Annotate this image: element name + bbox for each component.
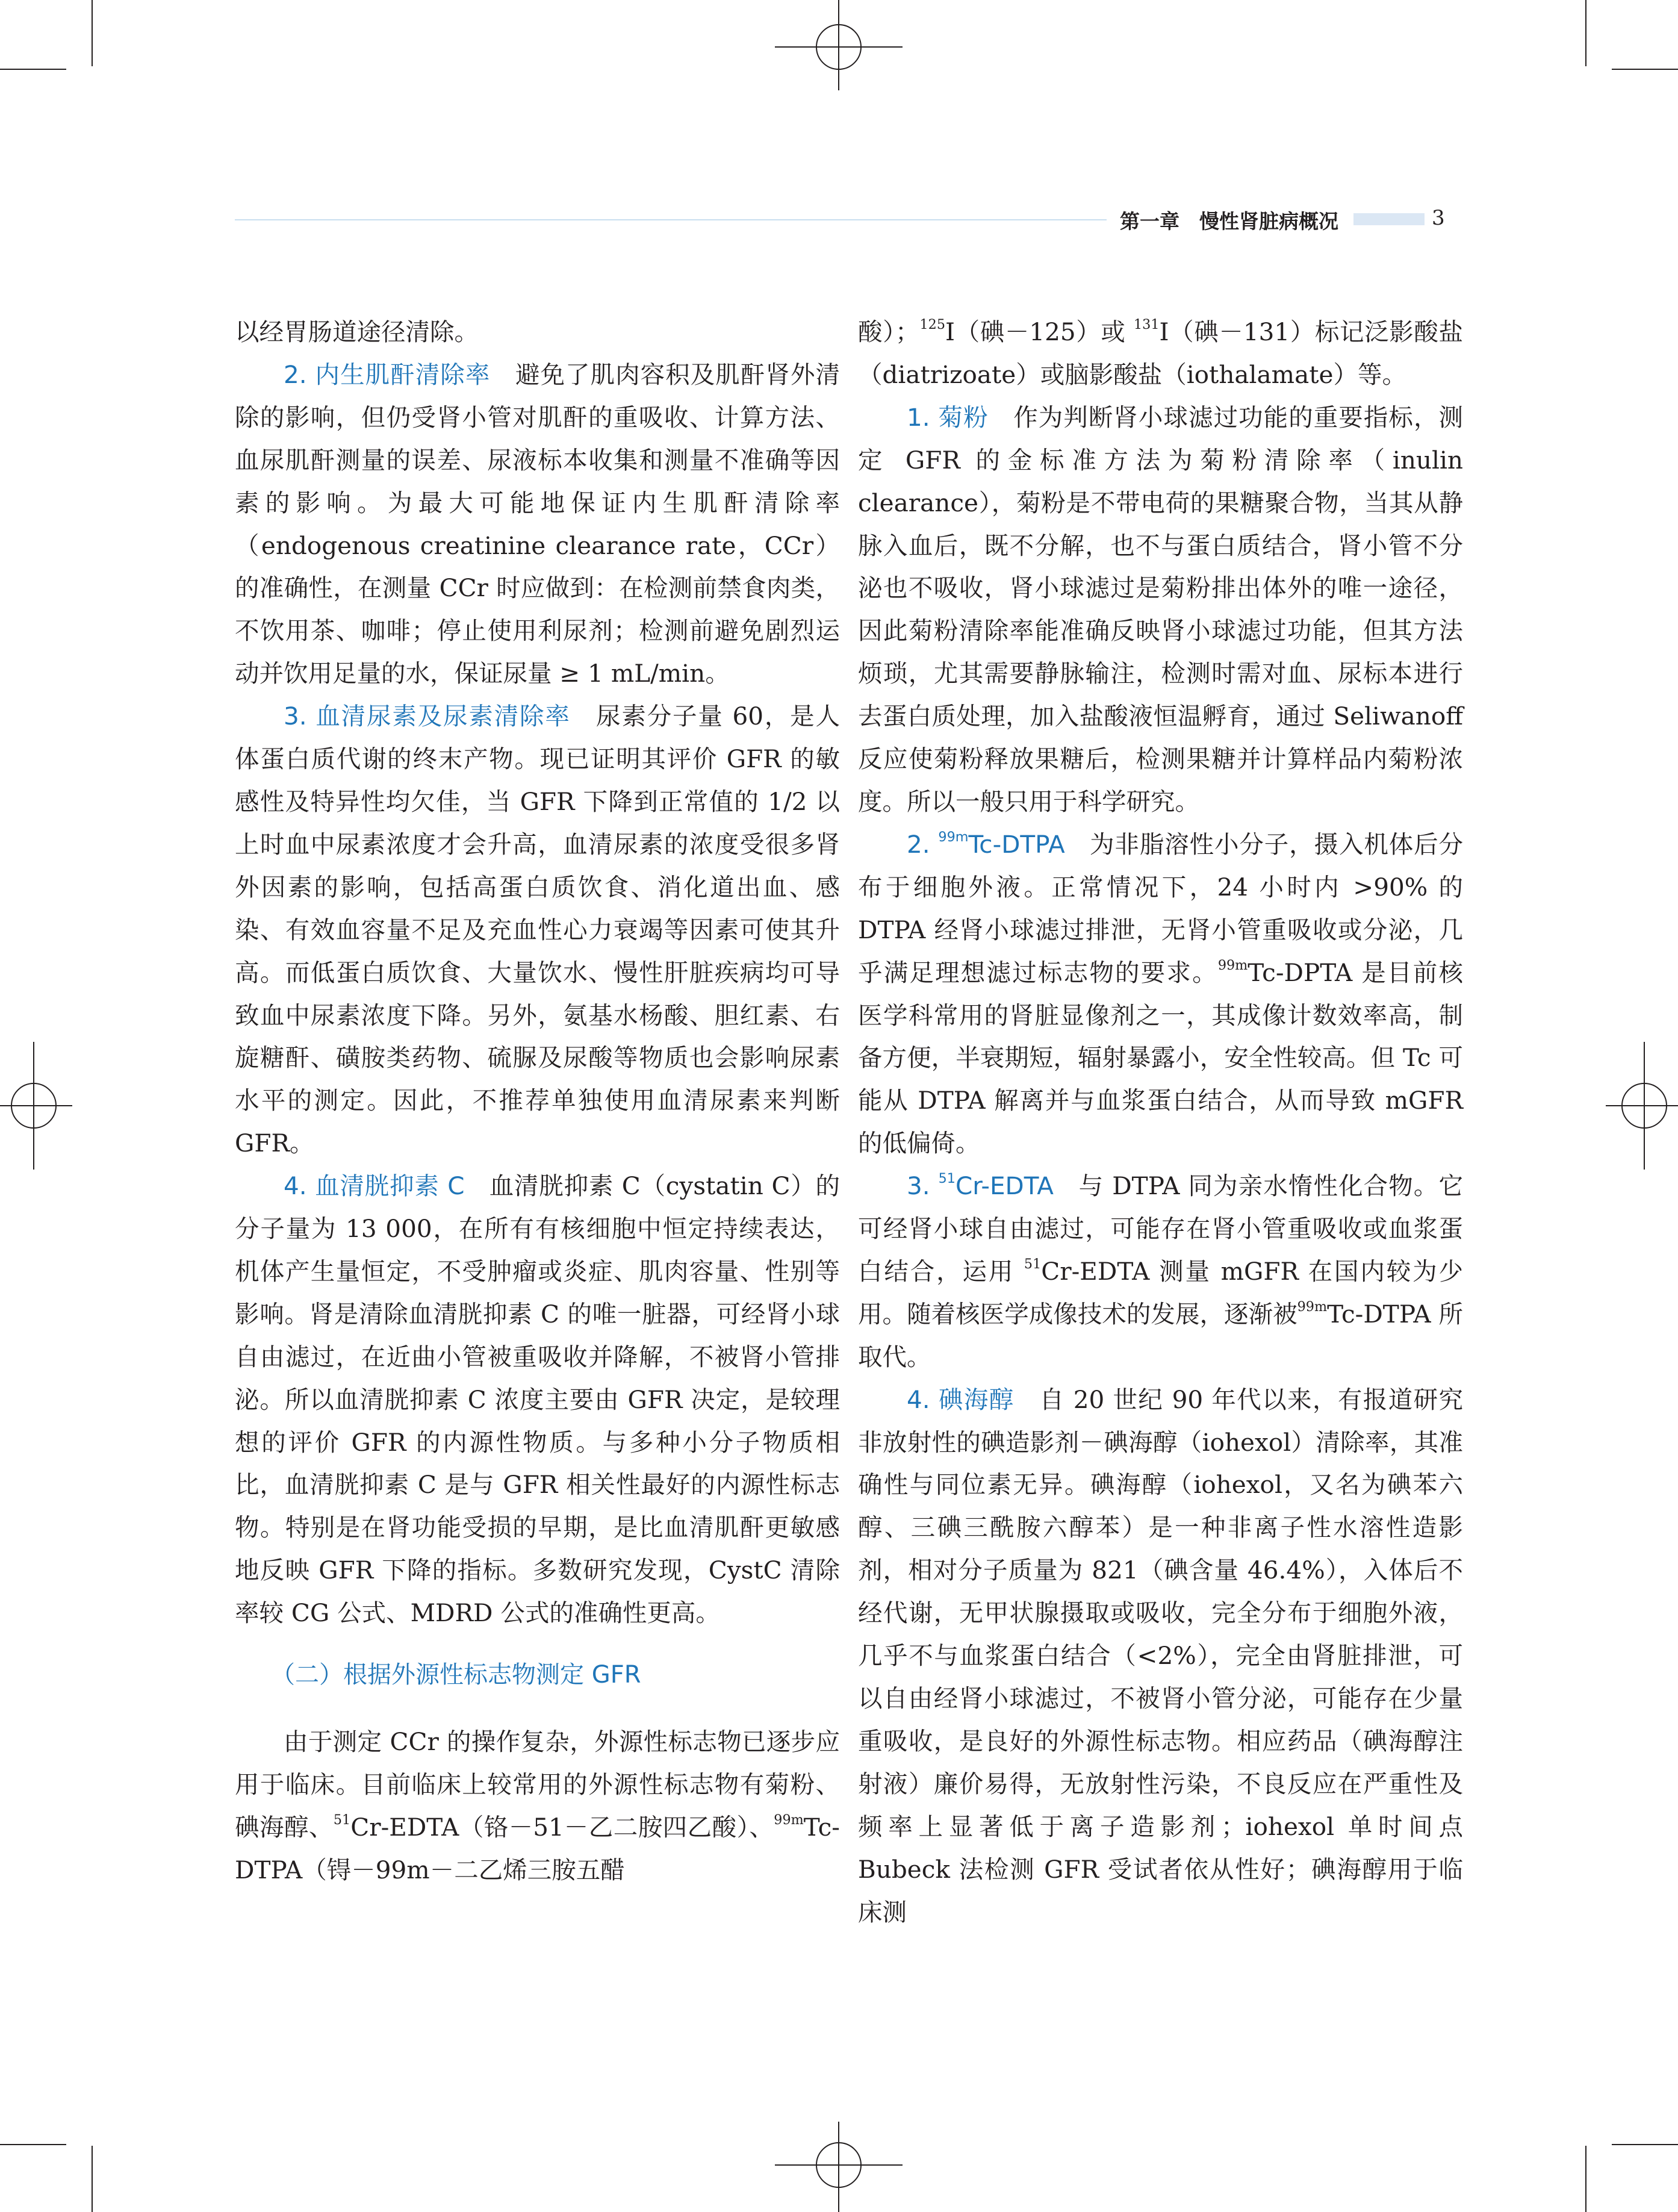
paragraph: 以经胃肠道途径清除。 xyxy=(235,317,479,346)
subsection-heading: （二）根据外源性标志物测定 GFR xyxy=(271,1661,641,1689)
section-tc-dtpa: 2. $^{99m}$Tc-DTPA 为非脂溶性小分子，摄入机体后分布于细胞外液。正常情况下，24 小时内 >90% 的 DTPA 经肾小球滤过排泄，无肾小管重吸收或分泌，几乎满足理想滤过标志物的要求。$^{99m}$Tc-DPTA 是目前核医学科常用的肾脏显像剂之一，其成像计数效率高，制备方便，半衰期短，辐射暴露小，安全性较高。但 Tc 可能从 DTPA 解离并与血浆蛋白结合，从而导致 mGFR 的低偏倚。 xyxy=(858,829,1463,1158)
chapter-title: 第一章 慢性肾脏病概况 xyxy=(1120,210,1338,233)
section-creatinine-clearance xyxy=(235,354,840,695)
section-text: 血清胱抑素 C（cystatin C）的分子量为 13 000，在所有有核细胞中恒定持续表达，机体产生量恒定，不受肿瘤或炎症、肌肉容量、性别等影响。肾是清除血清胱抑素 C 的唯一脏器，可经肾小球自由滤过，在近曲小管被重吸收并降解，不被肾小管排泌。所以血清胱抑素 C 浓度主要由 GFR 决定，是较理想的评价 GFR 的内源性物质。与多种小分子物质相比，血清胱抑素 C 是与 GFR 相关性最好的内源性标志物。特别是在肾功能受损的早期，是比血清肌酐更敏感地反映 GFR 下降的指标。多数研究发现，CystC 清除率较 CG 公式、MDRD 公式的准确性更高。 xyxy=(235,1171,840,1628)
section-text: 避免了肌肉容积及肌酐肾外清除的影响，但仍受肾小管对肌酐的重吸收、计算方法、血尿肌酐测量的误差、尿液标本收集和测量不准确等因素的影响。为最大可能地保证内生肌酐清除率（endogenous creatinine clearance rate，CCr）的准确性，在测量 CCr 时应做到：在检测前禁食肉类，不饮用茶、咖啡；停止使用利尿剂；检测前避免剧烈运动并饮用足量的水，保证尿量 ≥ 1 mL/min。 xyxy=(235,360,840,688)
left-column xyxy=(235,311,840,1892)
paragraph: 由于测定 CCr 的操作复杂，外源性标志物已逐步应用于临床。目前临床上较常用的外源性标志物有菊粉、碘海醇、$^{51}$Cr-EDTA（铬－51－乙二胺四乙酸）、$^{99m}$Tc-DTPA（锝－99m－二乙烯三胺五醋 xyxy=(235,1727,840,1884)
section-heading: 3. 血清尿素及尿素清除率 xyxy=(284,702,571,731)
section-text: 作为判断肾小球滤过功能的重要指标，测定 GFR 的金标准方法为菊粉清除率（inulin clearance），菊粉是不带电荷的果糖聚合物，当其从静脉入血后，既不分解，也不与蛋白质结合，肾小管不分泌也不吸收，肾小球滤过是菊粉排出体外的唯一途径，因此菊粉清除率能准确反映肾小球滤过功能，但其方法烦琐，尤其需要静脉输注，检测时需对血、尿标本进行去蛋白质处理，加入盐酸液恒温孵育，通过 Seliwanoff 反应使菊粉释放果糖后，检测果糖并计算样品内菊粉浓度。所以一般只用于科学研究。 xyxy=(858,402,1463,816)
section-heading: 4. 血清胱抑素 C xyxy=(284,1171,465,1201)
section-text: 自 20 世纪 90 年代以来，有报道研究非放射性的碘造影剂－碘海醇（iohexol）清除率，其准确性与同位素无异。碘海醇（iohexol，又名为碘苯六醇、三碘三酰胺六醇苯）是一种非离子性水溶性造影剂，相对分子质量为 821（碘含量 46.4%），入体后不经代谢，无甲状腺摄取或吸收，完全分布于细胞外液，几乎不与血浆蛋白结合（<2%），完全由肾脏排泄，可以自由经肾小球滤过，不被肾小管分泌，可能存在少量重吸收，是良好的外源性标志物。相应药品（碘海醇注射液）廉价易得，无放射性污染，不良反应在严重性及频率上显著低于离子造影剂；iohexol 单时间点 Bubeck 法检测 GFR 受试者依从性好；碘海醇用于临床测 xyxy=(858,1385,1463,1927)
header-decor-bar xyxy=(1353,213,1425,225)
section-serum-urea xyxy=(235,695,840,1165)
header-rule xyxy=(235,219,1107,220)
right-column xyxy=(858,311,1463,1933)
section-inulin xyxy=(858,396,1463,823)
paragraph: 酸）；$^{125}$I（碘－125）或 $^{131}$I（碘－131）标记泛影酸盐（diatrizoate）或脑影酸盐（iothalamate）等。 xyxy=(858,317,1463,389)
section-heading: 2. $^{99m}$Tc-DTPA xyxy=(907,829,1065,859)
section-heading: 4. 碘海醇 xyxy=(907,1385,1015,1414)
section-text: 为非脂溶性小分子，摄入机体后分布于细胞外液。正常情况下，24 小时内 >90% 的 DTPA 经肾小球滤过排泄，无肾小管重吸收或分泌，几乎满足理想滤过标志物的要求。 xyxy=(858,829,1463,987)
section-heading: 1. 菊粉 xyxy=(907,402,989,432)
section-heading: 3. $^{51}$Cr-EDTA xyxy=(907,1171,1054,1201)
section-heading: 2. 内生肌酐清除率 xyxy=(284,360,491,389)
page-number: 3 xyxy=(1432,206,1445,230)
section-iohexol xyxy=(858,1379,1463,1934)
section-cystatin-c xyxy=(235,1165,840,1634)
section-text: 与 DTPA 同为亲水惰性化合物。它可经肾小球自由滤过，可能存在肾小管重吸收或血浆蛋白结合，运用 xyxy=(858,1171,1464,1286)
section-text: 尿素分子量 60，是人体蛋白质代谢的终末产物。现已证明其评价 GFR 的敏感性及特异性均欠佳，当 GFR 下降到正常值的 1/2 以上时血中尿素浓度才会升高，血清尿素的浓度受很多肾外因素的影响，包括高蛋白质饮食、消化道出血、感染、有效血容量不足及充血性心力衰竭等因素可使其升高。而低蛋白质饮食、大量饮水、慢性肝脏疾病均可导致血中尿素浓度下降。另外，氨基水杨酸、胆红素、右旋糖酐、磺胺类药物、硫脲及尿酸等物质也会影响尿素水平的测定。因此，不推荐单独使用血清尿素来判断 GFR。 xyxy=(235,702,840,1158)
section-cr-edta: 3. $^{51}$Cr-EDTA 与 DTPA 同为亲水惰性化合物。它可经肾小球自由滤过，可能存在肾小管重吸收或血浆蛋白结合，运用 $^{51}$Cr-EDTA 测量 mGFR 在国内较为少用。随着核医学成像技术的发展，逐渐被$^{99m}$Tc-DTPA 所取代。 xyxy=(858,1171,1464,1371)
